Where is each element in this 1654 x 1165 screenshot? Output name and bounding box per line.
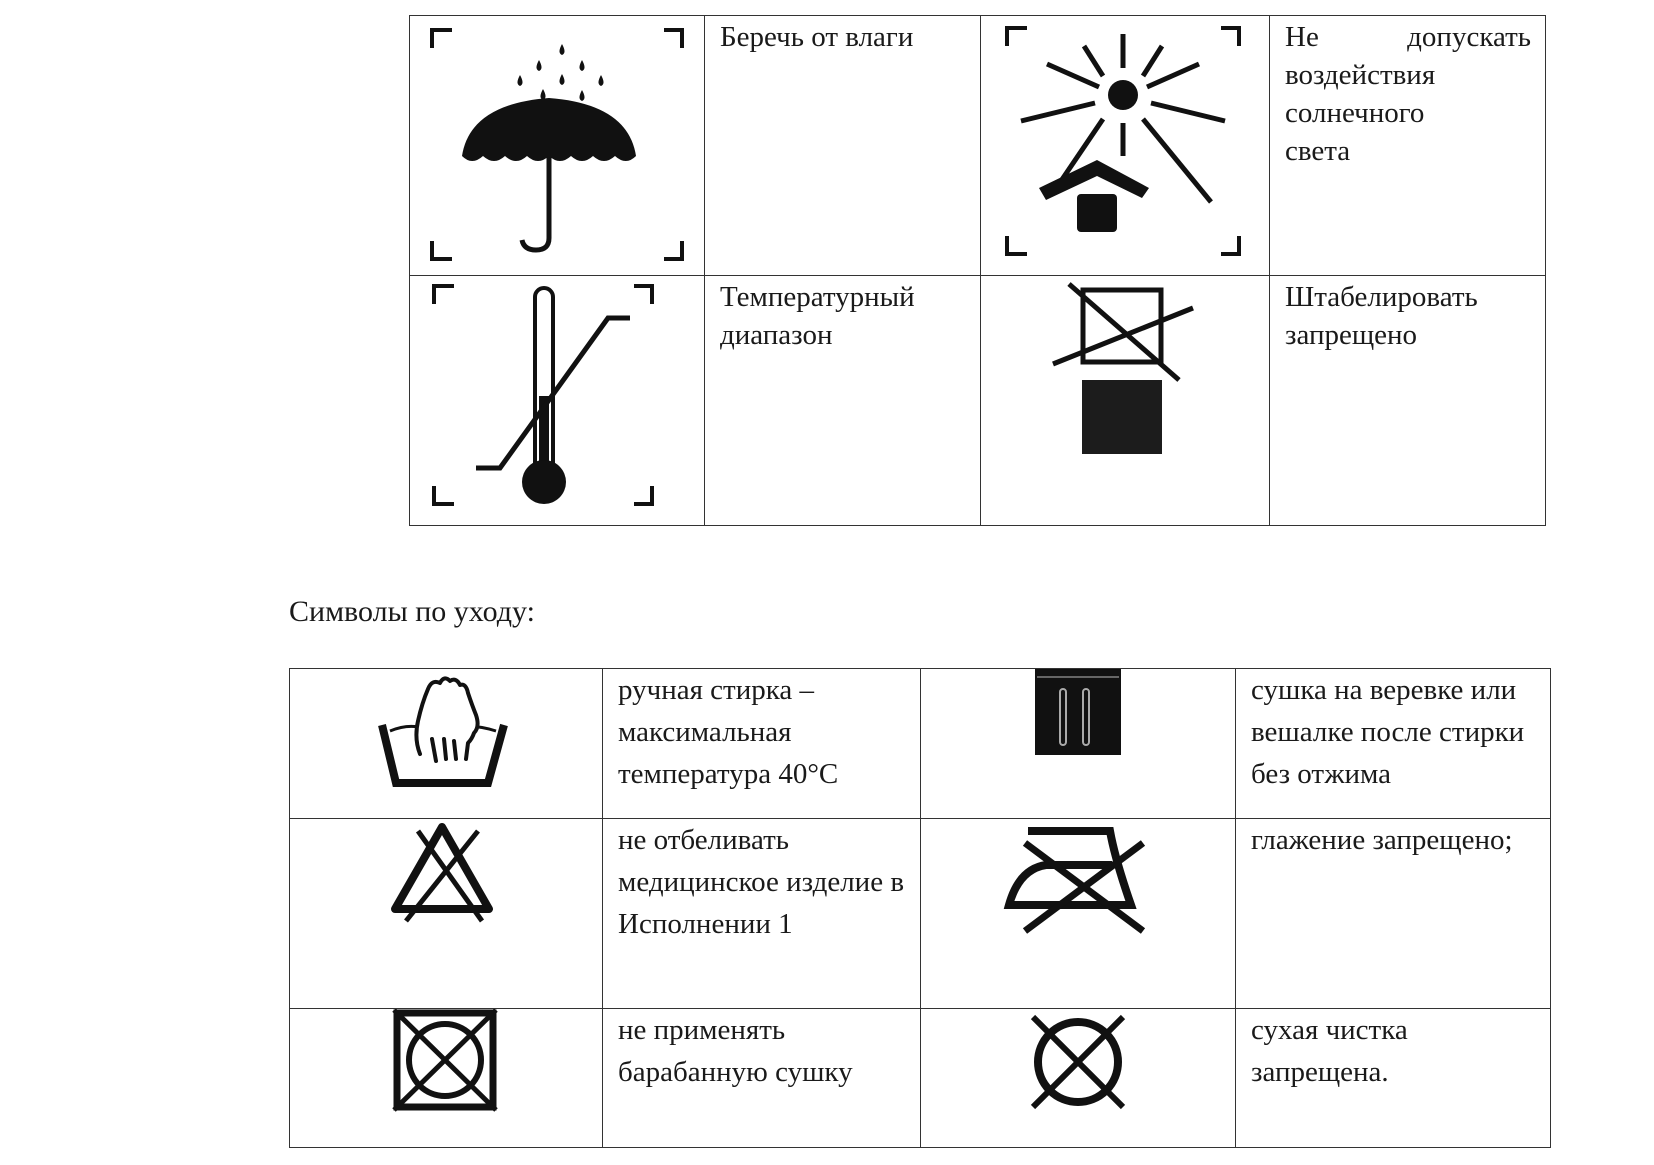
icon-cell	[981, 16, 1270, 276]
table-row	[290, 819, 1551, 1009]
no-stacking-icon	[981, 276, 1269, 524]
protect-from-sunlight-icon	[981, 16, 1269, 274]
icon-cell	[290, 819, 603, 1009]
care-label: не применять барабанную сушку	[603, 1009, 921, 1148]
hand-wash-icon	[290, 669, 602, 817]
keep-dry-umbrella-icon	[410, 16, 704, 274]
icon-cell	[921, 819, 1236, 1009]
handling-symbols-table	[409, 15, 1546, 526]
icon-cell	[290, 1009, 603, 1148]
handling-label	[1270, 16, 1546, 276]
label-line: Не допускать	[1285, 21, 1531, 53]
care-symbols-table	[289, 668, 1551, 1148]
handling-label: Температурный диапазон	[705, 276, 981, 526]
icon-cell	[981, 276, 1270, 526]
icon-cell	[410, 276, 705, 526]
table-row	[290, 669, 1551, 819]
icon-cell	[290, 669, 603, 819]
do-not-bleach-icon	[290, 819, 602, 1007]
table-row	[410, 276, 1546, 526]
do-not-iron-icon	[921, 819, 1235, 1007]
do-not-tumble-dry-icon	[290, 1009, 602, 1146]
care-symbols-heading: Символы по уходу:	[289, 595, 535, 628]
icon-cell	[921, 669, 1236, 819]
handling-label: Штабелировать запрещено	[1270, 276, 1546, 526]
label-line: солнечного	[1285, 97, 1425, 129]
care-label: ручная стирка – максимальная температура 40°С	[603, 669, 921, 819]
care-label: не отбеливать медицинское изделие в Исполнении 1	[603, 819, 921, 1009]
icon-cell	[921, 1009, 1236, 1148]
care-label: сушка на веревке или вешалке после стирки без отжима	[1236, 669, 1551, 819]
do-not-dry-clean-icon	[921, 1009, 1235, 1146]
table-row	[410, 16, 1546, 276]
temperature-range-icon	[410, 276, 704, 524]
icon-cell	[410, 16, 705, 276]
label-line: воздействия	[1285, 59, 1436, 91]
line-dry-icon	[921, 669, 1235, 817]
care-label: глажение запрещено;	[1236, 819, 1551, 1009]
table-row	[290, 1009, 1551, 1148]
label-line: света	[1285, 135, 1351, 167]
handling-label: Беречь от влаги	[705, 16, 981, 276]
care-label: сухая чистка запрещена.	[1236, 1009, 1551, 1148]
